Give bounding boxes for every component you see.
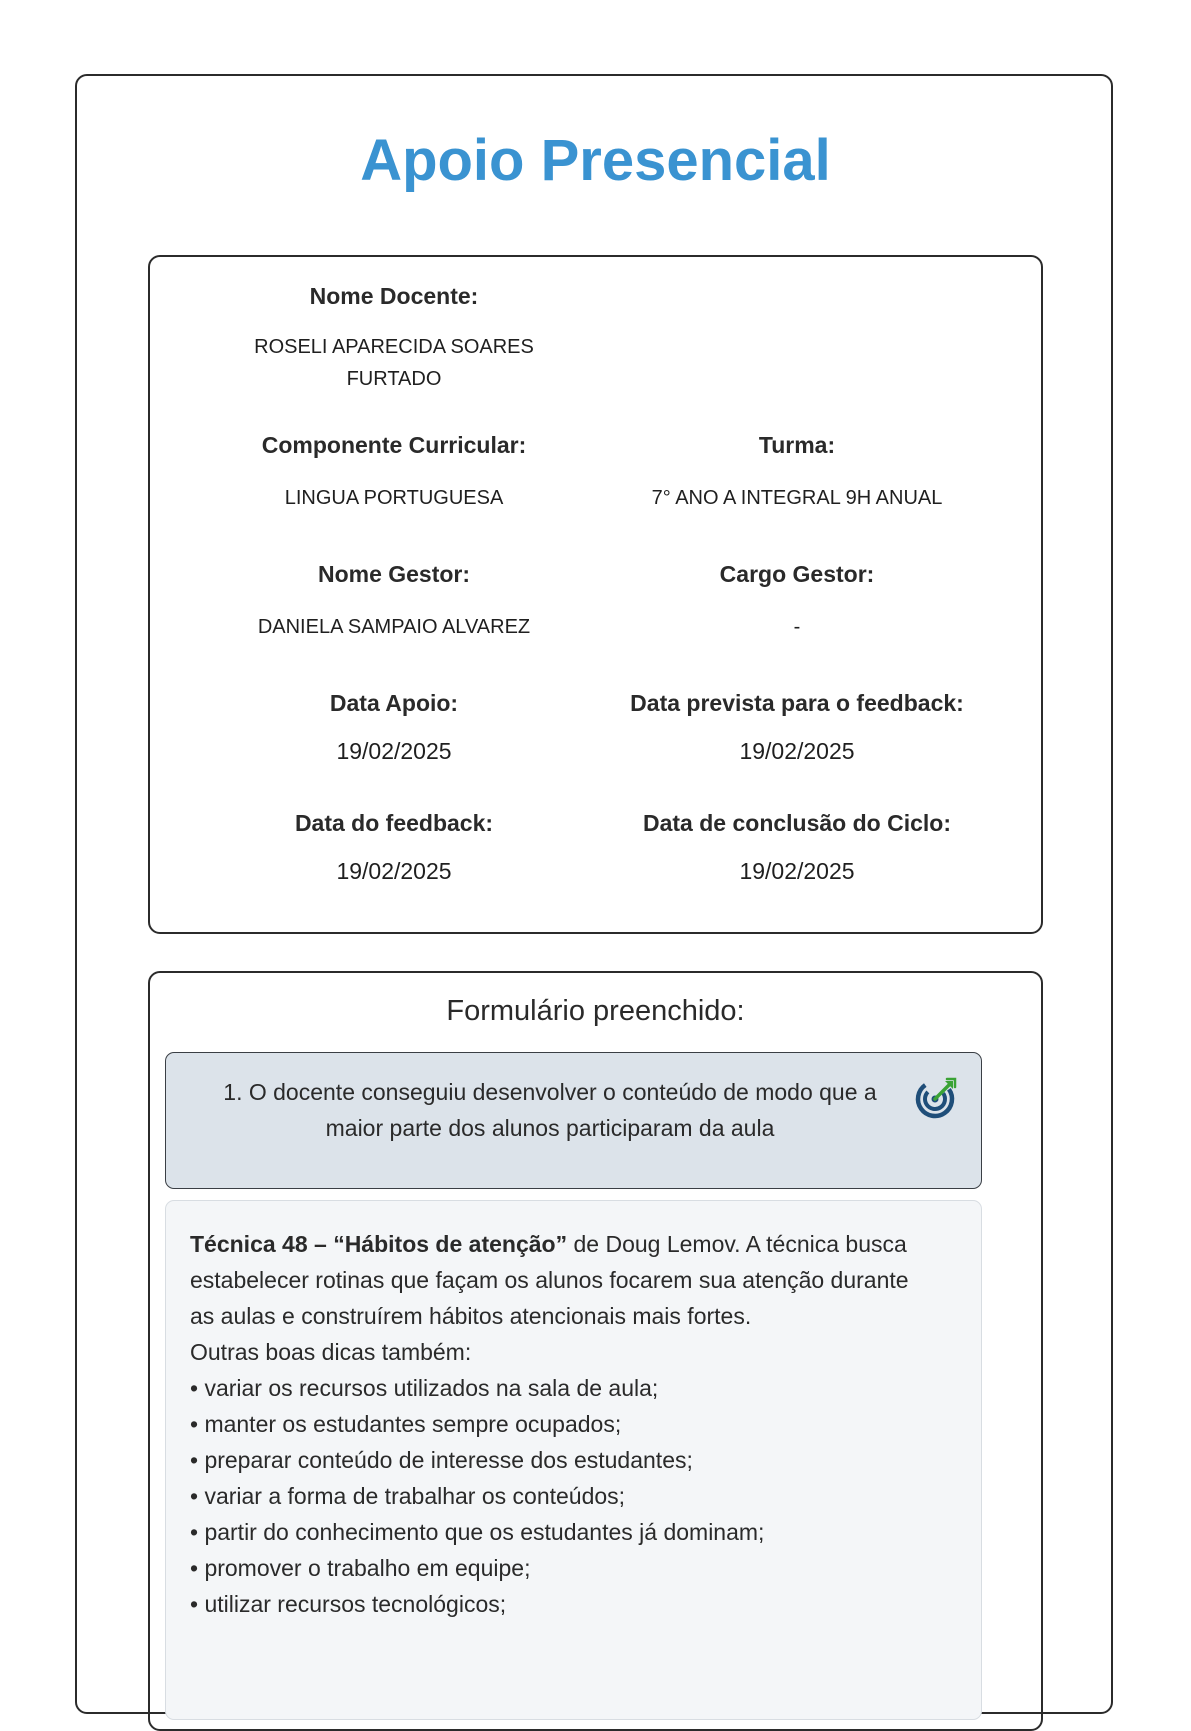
turma-label: Turma: <box>758 432 836 458</box>
cargo-gestor-label: Cargo Gestor: <box>719 561 875 587</box>
target-icon <box>914 1074 960 1120</box>
nome-docente-field <box>194 281 594 395</box>
data-feedback-value: 19/02/2025 <box>336 858 452 884</box>
data-feedback-label: Data do feedback: <box>294 810 494 836</box>
tip-intro-rest: de Doug Lemov. A técnica busca <box>567 1231 907 1257</box>
tip-line-3: as aulas e construírem hábitos atencionais mais fortes. <box>190 1303 752 1329</box>
page-title: Apoio Presencial <box>360 128 831 193</box>
cargo-gestor-field <box>597 559 997 643</box>
cargo-gestor-value: - <box>793 616 801 638</box>
data-prevista-feedback-label: Data prevista para o feedback: <box>630 690 964 716</box>
nome-docente-label: Nome Docente: <box>309 283 479 309</box>
data-conclusao-value: 19/02/2025 <box>739 858 855 884</box>
tip-bullet: • preparar conteúdo de interesse dos estudantes; <box>190 1447 693 1473</box>
question-line-1: 1. O docente conseguiu desenvolver o conteúdo de modo que a <box>223 1079 877 1105</box>
nome-gestor-label: Nome Gestor: <box>317 561 471 587</box>
data-prevista-feedback-value: 19/02/2025 <box>739 738 855 764</box>
tip-bullet: • manter os estudantes sempre ocupados; <box>190 1411 622 1437</box>
tip-bullet: • utilizar recursos tecnológicos; <box>190 1591 507 1617</box>
data-apoio-label: Data Apoio: <box>329 690 459 716</box>
data-apoio-value: 19/02/2025 <box>336 738 452 764</box>
nome-gestor-value: DANIELA SAMPAIO ALVAREZ <box>257 616 531 638</box>
question-text <box>190 1074 910 1146</box>
turma-field <box>597 430 997 514</box>
nome-docente-value-line1: ROSELI APARECIDA SOARES <box>254 336 534 358</box>
form-title: Formulário preenchido: <box>446 995 745 1027</box>
tip-bullet: • variar os recursos utilizados na sala de aula; <box>190 1375 659 1401</box>
nome-docente-value-line2: FURTADO <box>346 368 442 390</box>
componente-label: Componente Curricular: <box>261 432 527 458</box>
question-line-2: maior parte dos alunos participaram da aula <box>325 1115 775 1141</box>
data-feedback-field <box>194 808 594 886</box>
componente-value: LINGUA PORTUGUESA <box>284 487 504 509</box>
tip-line-2: estabelecer rotinas que façam os alunos focarem sua atenção durante <box>190 1267 909 1293</box>
tip-bullet: • promover o trabalho em equipe; <box>190 1555 531 1581</box>
turma-value: 7° ANO A INTEGRAL 9H ANUAL <box>651 487 943 509</box>
tip-line-1 <box>190 1226 960 1262</box>
tip-line-4: Outras boas dicas também: <box>190 1339 472 1365</box>
nome-gestor-field <box>194 559 594 643</box>
data-conclusao-label: Data de conclusão do Ciclo: <box>643 810 951 836</box>
tip-bullet: • partir do conhecimento que os estudantes já dominam; <box>190 1519 765 1545</box>
data-conclusao-field <box>597 808 997 886</box>
tip-bullet: • variar a forma de trabalhar os conteúdos; <box>190 1483 626 1509</box>
tip-text <box>190 1226 960 1622</box>
componente-field <box>194 430 594 514</box>
data-prevista-feedback-field <box>597 688 997 766</box>
tip-technique-name: Técnica 48 – “Hábitos de atenção” <box>190 1231 568 1257</box>
data-apoio-field <box>194 688 594 766</box>
